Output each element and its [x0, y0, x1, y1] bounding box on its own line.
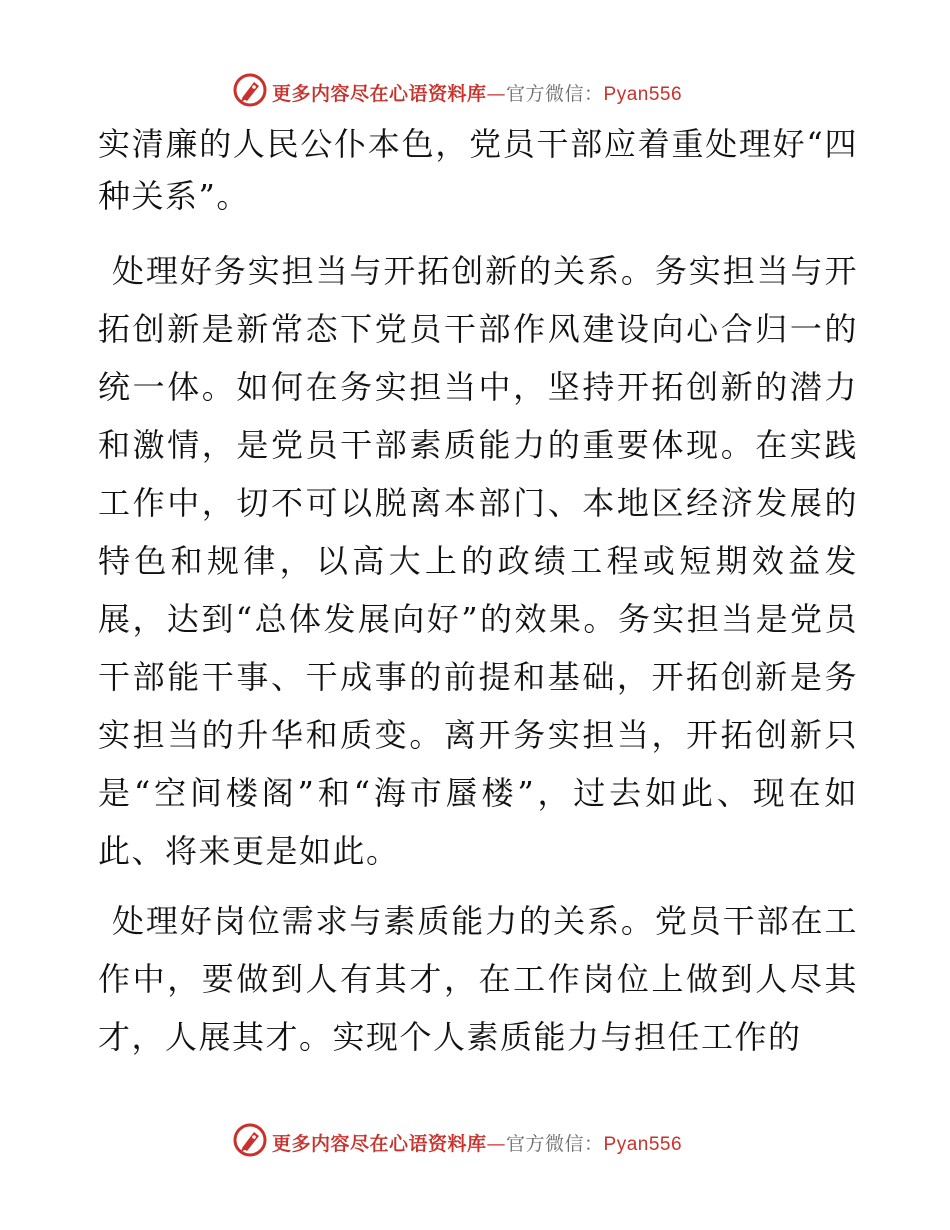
watermark-brand-text: 更多内容尽在心语资料库: [272, 83, 487, 105]
watermark-separator: —: [486, 83, 507, 105]
pen-nib-logo-icon: [232, 1122, 268, 1158]
paragraph-1: 实清廉的人民公仆本色，党员干部应着重处理好“四种关系”。: [98, 125, 858, 215]
header-watermark: [0, 70, 950, 110]
pen-nib-logo-icon: [232, 72, 268, 108]
watermark-wechat-id: Pyan556: [603, 1134, 683, 1155]
watermark-brand-text: 更多内容尽在心语资料库: [272, 1133, 487, 1155]
watermark-official-label: 官方微信：: [506, 83, 604, 105]
paragraph-2: 处理好务实担当与开拓创新的关系。务实担当与开拓创新是新常态下党员干部作风建设向心合归一的统一体。如何在务实担当中，坚持开拓创新的潜力和激情，是党员干部素质能力的重要体现。在实践工作中，切不可以脱离本部门、本地区经济发展的特色和规律，以高大上的政绩工程或短期效益发展，达到“总体发展向好”的效果。务实担当是党员干部能干事、干成事的前提和基础，开拓创新是务实担当的升华和质变。离开务实担当，开拓创新只是“空间楼阁”和“海市蜃楼”，过去如此、现在如此、将来更是如此。: [98, 252, 858, 870]
watermark-wechat-id: Pyan556: [603, 84, 683, 105]
watermark-official-label: 官方微信：: [506, 1133, 604, 1155]
footer-watermark: [0, 1120, 950, 1160]
document-body: [98, 118, 858, 1078]
paragraph-3: 处理好岗位需求与素质能力的关系。党员干部在工作中，要做到人有其才，在工作岗位上做到人尽其才，人展其才。实现个人素质能力与担任工作的: [98, 902, 858, 1056]
watermark-separator: —: [486, 1133, 507, 1155]
